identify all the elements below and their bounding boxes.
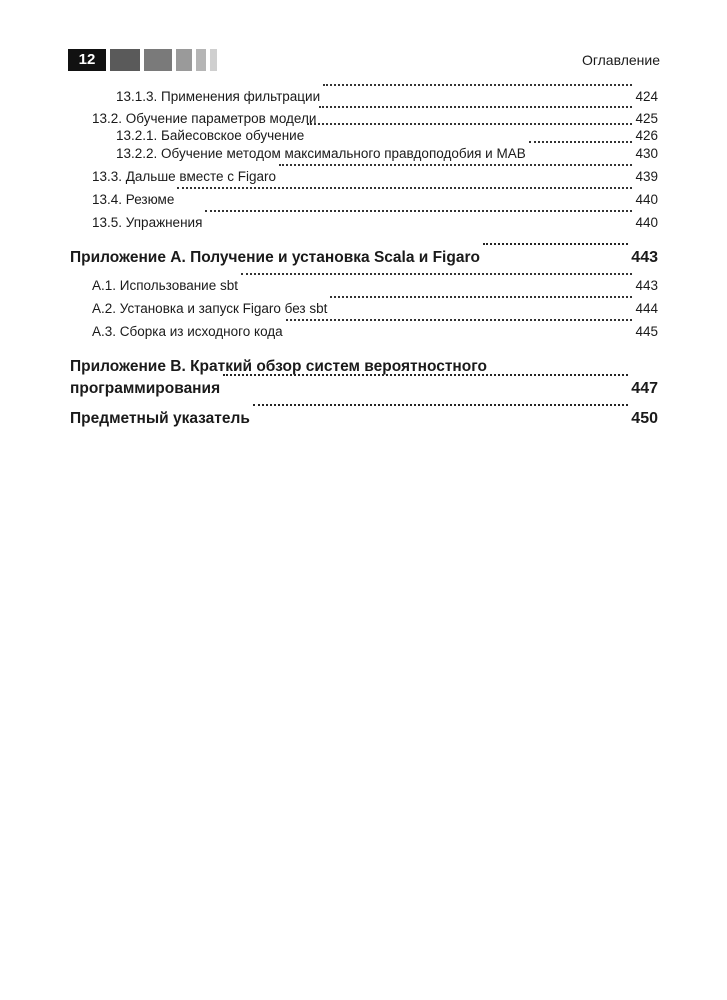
- toc-entry-page: 425: [635, 111, 658, 126]
- leader-dots: [307, 123, 632, 125]
- toc-entry-title: 13.3. Дальше вместе с Figaro: [92, 169, 277, 184]
- header-bar-segment: [176, 49, 192, 71]
- page-number: 12: [68, 49, 106, 71]
- header-bar-segment: [144, 49, 172, 71]
- toc-entry-title: А.1. Использование sbt: [92, 278, 238, 293]
- toc-entry[interactable]: [70, 87, 658, 106]
- leader-dots: [483, 243, 628, 245]
- toc-chapter-entry[interactable]: [70, 408, 658, 430]
- table-of-contents: [70, 87, 658, 430]
- toc-entry-title-line1: Приложение В. Краткий обзор систем вероятностного: [70, 358, 487, 375]
- toc-entry-page: 440: [635, 192, 658, 207]
- toc-entry-page: 445: [635, 324, 658, 339]
- leader-dots: [529, 141, 633, 143]
- header-bar-segment: [110, 49, 140, 71]
- toc-entry-title: А.2. Установка и запуск Figaro без sbt: [92, 301, 328, 316]
- leader-dots: [223, 374, 628, 376]
- toc-entry-page: 440: [635, 215, 658, 230]
- toc-chapter-entry[interactable]: [70, 356, 658, 400]
- toc-entry-title: 13.2.1. Байесовское обучение: [116, 128, 305, 143]
- toc-entry-page: 447: [631, 380, 658, 397]
- section-title: Оглавление: [581, 52, 660, 68]
- toc-entry-page: 443: [631, 249, 658, 266]
- toc-entry[interactable]: [70, 276, 658, 295]
- toc-entry[interactable]: [70, 213, 658, 232]
- toc-entry-title: 13.2.2. Обучение методом максимального правдоподобия и MAB: [116, 146, 526, 161]
- toc-entry-page: 426: [635, 128, 658, 143]
- header-bar-segment: [196, 49, 206, 71]
- toc-entry[interactable]: [70, 322, 658, 341]
- leader-dots: [286, 319, 633, 321]
- header-bar-segment: [210, 49, 217, 71]
- leader-dots: [330, 296, 632, 298]
- toc-entry-page: 443: [635, 278, 658, 293]
- toc-entry-title: Приложение А. Получение и установка Scala и Figaro: [70, 249, 480, 266]
- toc-entry-title: программирования: [70, 380, 221, 397]
- toc-entry[interactable]: [70, 299, 658, 318]
- leader-dots: [319, 106, 632, 108]
- toc-entry-page: 424: [635, 89, 658, 104]
- leader-dots: [177, 187, 632, 189]
- leader-dots: [253, 404, 628, 406]
- leader-dots: [205, 210, 632, 212]
- toc-entry-title: 13.5. Упражнения: [92, 215, 203, 230]
- toc-entry[interactable]: [70, 144, 658, 163]
- toc-entry-title: А.3. Сборка из исходного кода: [92, 324, 283, 339]
- leader-dots: [323, 84, 632, 86]
- toc-entry-title: 13.2. Обучение параметров модели: [92, 111, 317, 126]
- toc-entry-page: 430: [635, 146, 658, 161]
- toc-entry-page: 439: [635, 169, 658, 184]
- leader-dots: [279, 164, 632, 166]
- page-header: [68, 49, 660, 71]
- toc-entry-title: Предметный указатель: [70, 410, 250, 427]
- toc-entry-page: 450: [631, 410, 658, 427]
- toc-entry-page: 444: [635, 301, 658, 316]
- toc-entry[interactable]: [70, 190, 658, 209]
- toc-chapter-entry[interactable]: [70, 247, 658, 269]
- toc-entry[interactable]: [70, 167, 658, 186]
- leader-dots: [241, 273, 632, 275]
- toc-entry-title: 13.1.3. Применения фильтрации: [116, 89, 321, 104]
- toc-entry-title: 13.4. Резюме: [92, 192, 175, 207]
